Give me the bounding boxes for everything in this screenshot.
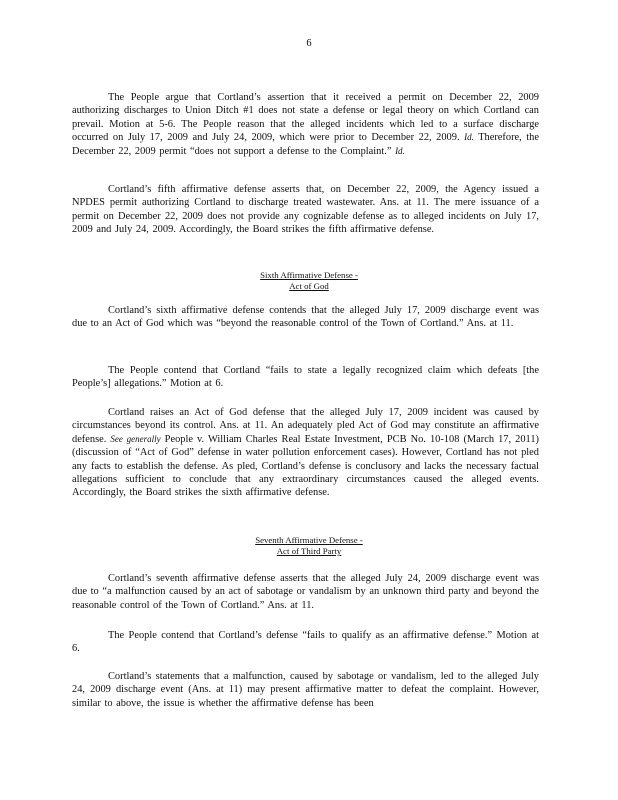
paragraph-text: The People contend that Cortland “fails to state a legally recognized claim which defeats [the People’s] allegations.” Motion at 6. — [72, 365, 539, 390]
paragraph — [72, 91, 539, 158]
section-heading-line: Act of God — [289, 281, 329, 291]
italic-citation: See generally — [110, 433, 161, 444]
paragraph-text: Cortland’s sixth affirmative defense contends that the alleged July 17, 2009 discharge event was due to an Act of God which was “beyond the reasonable control of the Town of Cortland.” Ans. at 11. — [72, 305, 539, 330]
paragraph-text: Cortland’s seventh affirmative defense asserts that the alleged July 24, 2009 discharge event was due to “a malfunction caused by an act of sabotage or vandalism by an unknown third party and beyond the reasonable control of the Town of Cortland.” Ans. at 11. — [72, 573, 539, 611]
paragraph — [72, 670, 539, 710]
page-number: 6 — [306, 38, 312, 49]
paragraph-text: The People argue that Cortland’s assertion that it received a permit on December 22, 2009 authorizing discharges to Union Ditch #1 does not state a defense or legal theory on which Cortland can prevail. Motion at 5-6. The People reason that the alleged incidents which led to a surface discharge occurred on July 17, 2009 and July 24, 2009, which were prior to December 22, 2009. — [72, 92, 539, 144]
italic-citation: Id. — [395, 145, 405, 156]
paragraph-text: The People contend that Cortland’s defense “fails to qualify as an affirmative defense.” Motion at 6. — [72, 630, 539, 655]
section-heading-line: Seventh Affirmative Defense - — [255, 535, 363, 545]
italic-citation: Id. — [464, 132, 474, 143]
paragraph-text: Cortland’s statements that a malfunction, caused by sabotage or vandalism, led to the alleged July 24, 2009 discharge event (Ans. at 11) may present affirmative matter to defeat the complaint. However, similar to above, the issue is whether the affirmative defense has been — [72, 671, 539, 709]
paragraph-text: Therefore, the December 22, 2009 permit “does not support a defense to the Complaint.” — [72, 132, 539, 157]
paragraph — [72, 364, 539, 391]
paragraph-text: People v. William Charles Real Estate Investment, PCB No. 10-108 (March 17, 2011) (discussion of “Act of God” defense in water pollution enforcement cases). However, Cortland has not pled any facts to establish the defense. As pled, Cortland’s defense is conclusory and lacks the necessary factual allegations sufficient to conclude that any extraordinary circumstances caused the alleged events. Accordingly, the Board strikes the sixth affirmative defense. — [72, 433, 540, 499]
section-heading-line: Sixth Affirmative Defense - — [260, 270, 358, 280]
paragraph — [72, 629, 539, 656]
paragraph — [72, 183, 539, 237]
paragraph — [72, 572, 539, 612]
paragraph-text: Cortland raises an Act of God defense that the alleged July 17, 2009 incident was caused by circumstances beyond its control. Ans. at 11. An adequately pled Act of God may constitute an affirmative defense. — [72, 407, 539, 445]
section-heading-line: Act of Third Party — [276, 546, 342, 556]
section-heading — [0, 535, 618, 557]
section-heading — [0, 270, 618, 292]
paragraph — [72, 304, 539, 331]
paragraph-text: Cortland’s fifth affirmative defense asserts that, on December 22, 2009, the Agency issued a NPDES permit authorizing Cortland to discharge treated wastewater. Ans. at 11. The mere issuance of a permit on December 22, 2009 does not provide any cognizable defense as to alleged incidents on July 17, 2009 and July 24, 2009. Accordingly, the Board strikes the fifth affirmative defense. — [72, 184, 539, 236]
paragraph — [72, 406, 539, 500]
